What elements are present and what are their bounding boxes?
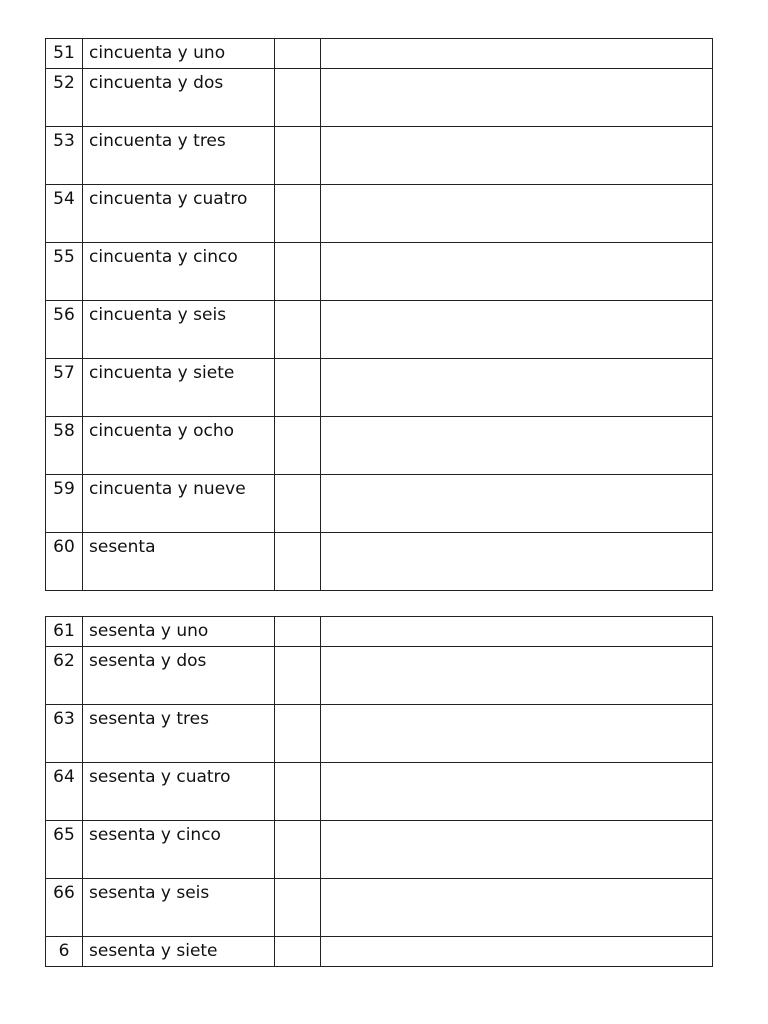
blank-cell[interactable]: [275, 647, 321, 705]
word-cell: sesenta y seis: [83, 879, 275, 937]
table-row: [46, 359, 713, 417]
blank-cell[interactable]: [321, 475, 713, 533]
word-cell: cincuenta y cuatro: [83, 185, 275, 243]
blank-cell[interactable]: [275, 69, 321, 127]
number-cell: 52: [46, 69, 83, 127]
blank-cell[interactable]: [321, 937, 713, 967]
blank-cell[interactable]: [275, 533, 321, 591]
word-cell: cincuenta y dos: [83, 69, 275, 127]
blank-cell[interactable]: [321, 69, 713, 127]
blank-cell[interactable]: [275, 475, 321, 533]
blank-cell[interactable]: [321, 39, 713, 69]
number-cell: 54: [46, 185, 83, 243]
number-cell: 63: [46, 705, 83, 763]
table-row: [46, 821, 713, 879]
blank-cell[interactable]: [275, 359, 321, 417]
blank-cell[interactable]: [321, 301, 713, 359]
table-row: [46, 475, 713, 533]
word-cell: sesenta y siete: [83, 937, 275, 967]
number-cell: 58: [46, 417, 83, 475]
number-cell: 55: [46, 243, 83, 301]
blank-cell[interactable]: [321, 417, 713, 475]
table-row: [46, 39, 713, 69]
number-cell: 6: [46, 937, 83, 967]
table-row: [46, 647, 713, 705]
blank-cell[interactable]: [321, 185, 713, 243]
number-cell: 57: [46, 359, 83, 417]
blank-cell[interactable]: [321, 127, 713, 185]
word-cell: cincuenta y siete: [83, 359, 275, 417]
word-cell: sesenta y uno: [83, 617, 275, 647]
word-cell: cincuenta y tres: [83, 127, 275, 185]
number-cell: 62: [46, 647, 83, 705]
blank-cell[interactable]: [321, 359, 713, 417]
blank-cell[interactable]: [275, 763, 321, 821]
blank-cell[interactable]: [321, 647, 713, 705]
number-cell: 56: [46, 301, 83, 359]
blank-cell[interactable]: [275, 127, 321, 185]
blank-cell[interactable]: [321, 821, 713, 879]
word-cell: sesenta y tres: [83, 705, 275, 763]
table-row: [46, 185, 713, 243]
word-cell: sesenta y dos: [83, 647, 275, 705]
word-cell: cincuenta y ocho: [83, 417, 275, 475]
numbers-table-51-60: [45, 38, 713, 591]
numbers-table-61-67: [45, 616, 713, 967]
blank-cell[interactable]: [275, 617, 321, 647]
table-row: [46, 301, 713, 359]
number-cell: 53: [46, 127, 83, 185]
blank-cell[interactable]: [321, 879, 713, 937]
blank-cell[interactable]: [321, 705, 713, 763]
word-cell: cincuenta y nueve: [83, 475, 275, 533]
word-cell: cincuenta y uno: [83, 39, 275, 69]
word-cell: sesenta y cuatro: [83, 763, 275, 821]
number-cell: 66: [46, 879, 83, 937]
number-cell: 61: [46, 617, 83, 647]
table-row: [46, 879, 713, 937]
number-cell: 59: [46, 475, 83, 533]
blank-cell[interactable]: [275, 417, 321, 475]
number-cell: 65: [46, 821, 83, 879]
blank-cell[interactable]: [275, 937, 321, 967]
table-row: [46, 617, 713, 647]
number-cell: 64: [46, 763, 83, 821]
blank-cell[interactable]: [321, 533, 713, 591]
blank-cell[interactable]: [321, 243, 713, 301]
number-cell: 60: [46, 533, 83, 591]
table-row: [46, 127, 713, 185]
blank-cell[interactable]: [275, 301, 321, 359]
table-row: [46, 705, 713, 763]
blank-cell[interactable]: [321, 617, 713, 647]
blank-cell[interactable]: [275, 39, 321, 69]
table-row: [46, 417, 713, 475]
table-row: [46, 243, 713, 301]
table-row: [46, 533, 713, 591]
table-row: [46, 763, 713, 821]
word-cell: cincuenta y seis: [83, 301, 275, 359]
table-row: [46, 69, 713, 127]
table-row: [46, 937, 713, 967]
blank-cell[interactable]: [321, 763, 713, 821]
blank-cell[interactable]: [275, 879, 321, 937]
word-cell: cincuenta y cinco: [83, 243, 275, 301]
number-cell: 51: [46, 39, 83, 69]
blank-cell[interactable]: [275, 821, 321, 879]
word-cell: sesenta: [83, 533, 275, 591]
word-cell: sesenta y cinco: [83, 821, 275, 879]
blank-cell[interactable]: [275, 243, 321, 301]
blank-cell[interactable]: [275, 185, 321, 243]
blank-cell[interactable]: [275, 705, 321, 763]
